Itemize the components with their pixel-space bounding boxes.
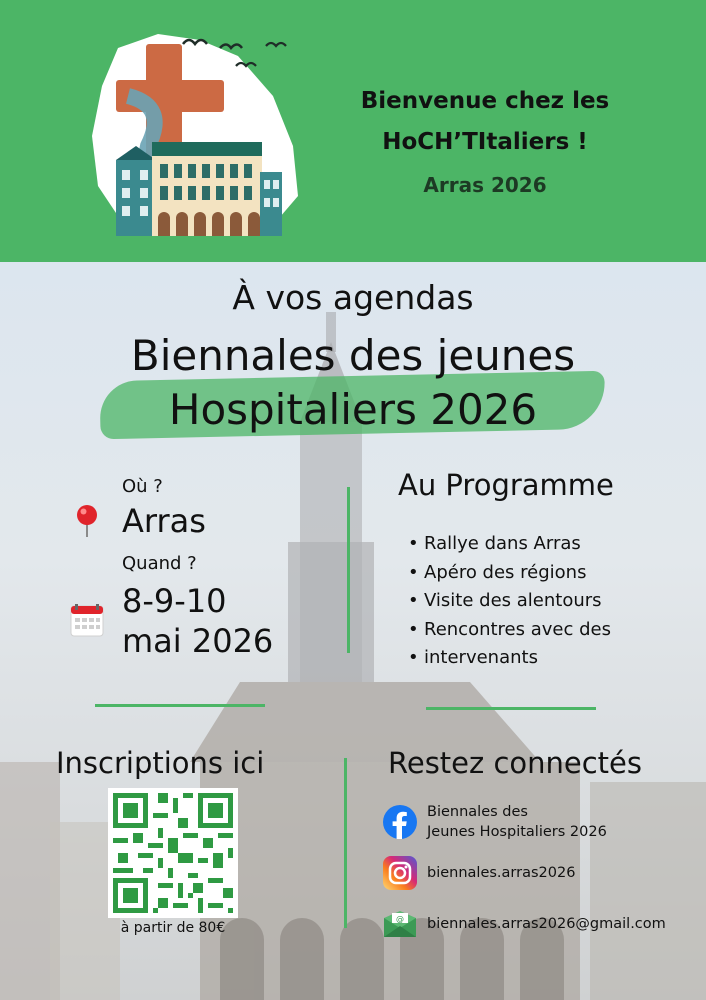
header-banner <box>0 0 706 262</box>
calendar-icon <box>70 603 104 637</box>
agenda-heading: À vos agendas <box>232 278 474 317</box>
social-title: Restez connectés <box>388 746 643 780</box>
divider-horizontal-left <box>95 704 265 707</box>
map-pin-icon <box>74 504 100 538</box>
facebook-icon <box>383 805 417 839</box>
qr-code[interactable] <box>108 788 238 918</box>
welcome-line3: Arras 2026 <box>423 173 547 197</box>
welcome-line1: Bienvenue chez les <box>360 88 610 114</box>
when-line2: mai 2026 <box>122 622 274 660</box>
facebook-line1: Biennales des <box>427 804 528 820</box>
qr-code-icon <box>108 788 238 918</box>
arras-logo-icon <box>88 26 313 240</box>
price-text: à partir de 80€ <box>120 920 226 936</box>
program-item: • Visite des alentours <box>408 587 698 616</box>
email-address: biennales.arras2026@gmail.com <box>427 916 666 932</box>
divider-vertical-bottom <box>344 758 347 928</box>
divider-horizontal-right <box>426 707 596 710</box>
program-list <box>408 530 698 673</box>
program-item: • Rencontres avec des <box>408 616 698 645</box>
instagram-link[interactable] <box>383 856 575 890</box>
welcome-line2: HoCH’TItaliers ! <box>382 129 588 155</box>
email-icon <box>383 910 417 938</box>
when-line1: 8-9-10 <box>122 582 227 620</box>
where-label: Où ? <box>122 476 163 497</box>
program-item: • Rallye dans Arras <box>408 530 698 559</box>
email-link[interactable] <box>383 910 666 938</box>
when-label: Quand ? <box>122 553 197 574</box>
svg-text:@: @ <box>396 914 404 924</box>
program-item: • intervenants <box>408 644 698 673</box>
event-title-line2: Hospitaliers 2026 <box>168 385 538 434</box>
instagram-icon <box>383 856 417 890</box>
where-value: Arras <box>122 502 206 540</box>
instagram-handle: biennales.arras2026 <box>427 865 576 881</box>
divider-vertical-top <box>347 487 350 653</box>
program-item: • Apéro des régions <box>408 559 698 588</box>
program-title: Au Programme <box>398 468 614 502</box>
event-title-line1: Biennales des jeunes <box>130 331 576 380</box>
facebook-line2: Jeunes Hospitaliers 2026 <box>427 824 607 840</box>
facebook-link[interactable] <box>383 802 607 842</box>
inscriptions-title: Inscriptions ici <box>56 746 265 780</box>
